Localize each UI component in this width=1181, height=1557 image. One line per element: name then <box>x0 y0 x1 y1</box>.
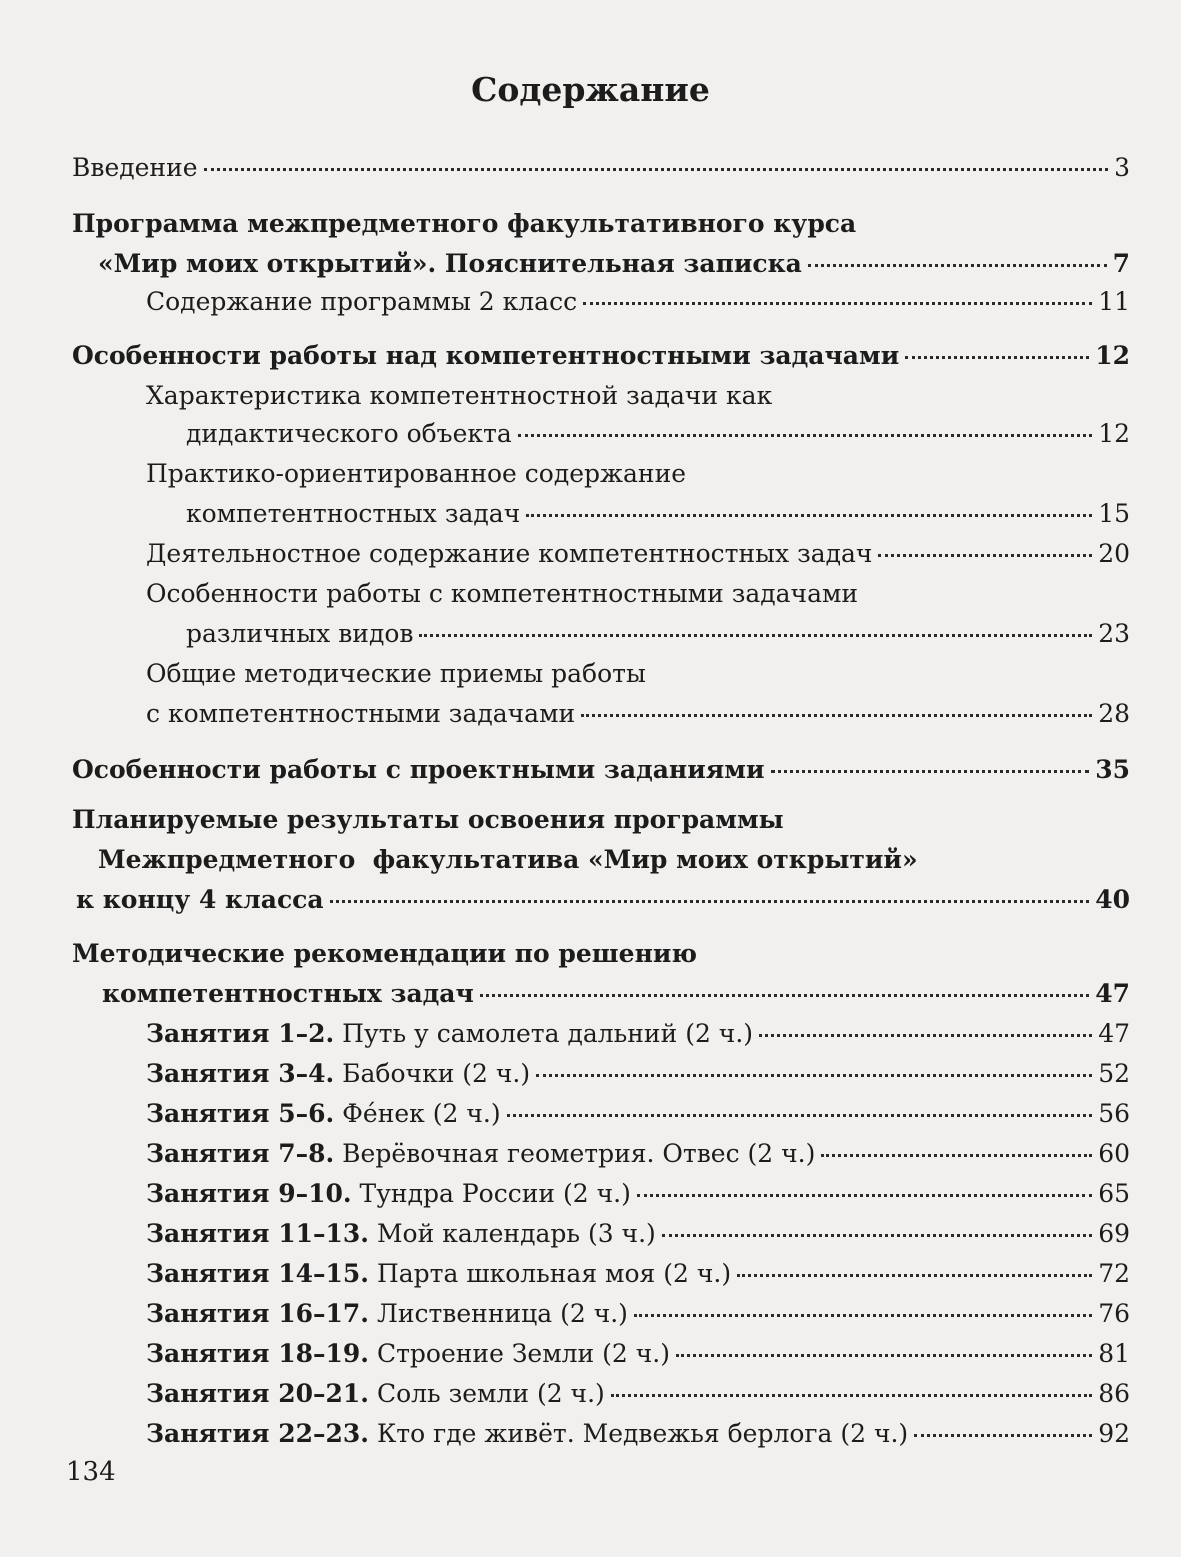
toc-lesson-entry <box>146 1294 1130 1334</box>
lesson-label: Занятия 20–21. <box>146 1379 369 1408</box>
toc-entry <box>186 414 1130 454</box>
toc-entry-page: 11 <box>1098 287 1130 316</box>
toc-entry <box>102 974 1130 1014</box>
toc-entry-text: Характеристика компетентностной задачи как <box>146 381 773 410</box>
toc-entry-page: 60 <box>1098 1139 1130 1168</box>
dot-leader <box>905 356 1089 359</box>
lesson-label: Занятия 22–23. <box>146 1419 369 1448</box>
page-number: 134 <box>66 1457 116 1487</box>
dot-leader <box>480 994 1089 997</box>
toc-entry <box>76 880 1130 920</box>
toc-entry <box>186 494 1130 534</box>
toc-entry-page: 12 <box>1095 341 1130 370</box>
toc-entry <box>98 244 1130 284</box>
toc-entry-page: 65 <box>1098 1179 1130 1208</box>
toc-entry-text: Тундра России (2 ч.) <box>359 1179 631 1208</box>
dot-leader <box>526 514 1092 517</box>
toc-entry-text: различных видов <box>186 619 414 648</box>
toc-entry-text: Методические рекомендации по решению <box>72 939 698 968</box>
toc-entry-text: Планируемые результаты освоения программы <box>72 805 784 834</box>
toc-lesson-entry <box>146 1374 1130 1414</box>
toc-entry-text: с компетентностными задачами <box>146 699 576 728</box>
dot-leader <box>583 302 1092 305</box>
toc-section-heading <box>72 934 1130 974</box>
toc-lesson-entry <box>146 1054 1130 1094</box>
dot-leader <box>611 1394 1092 1397</box>
toc-entry-page: 76 <box>1098 1299 1130 1328</box>
toc-entry-page: 72 <box>1098 1259 1130 1288</box>
toc-entry-text: Деятельностное содержание компетентностных задач <box>146 539 873 568</box>
lesson-label: Занятия 11–13. <box>146 1219 369 1248</box>
toc-lesson-entry <box>146 1334 1130 1374</box>
toc-section-heading <box>72 800 1130 840</box>
lesson-label: Занятия 18–19. <box>146 1339 369 1368</box>
lesson-label: Занятия 16–17. <box>146 1299 369 1328</box>
toc-entry-text: Фéнек (2 ч.) <box>342 1099 501 1128</box>
toc-entry-text: компетентностных задач <box>102 979 474 1008</box>
toc-entry-text: Особенности работы с проектными заданиями <box>72 755 765 784</box>
dot-leader <box>737 1274 1092 1277</box>
dot-leader <box>878 554 1092 557</box>
toc-entry-text: компетентностных задач <box>186 499 521 528</box>
toc-lesson-entry <box>146 1254 1130 1294</box>
toc-entry-text: Кто где живёт. Медвежья берлога (2 ч.) <box>376 1419 909 1448</box>
toc-entry-text: к концу 4 класса <box>76 885 324 914</box>
lesson-label: Занятия 9–10. <box>146 1179 352 1208</box>
toc-entry <box>146 454 1130 494</box>
toc-entry-text: Особенности работы над компетентностными задачами <box>72 341 900 370</box>
toc-entry <box>72 336 1130 376</box>
toc-entry-page: 20 <box>1098 539 1130 568</box>
toc-entry-page: 69 <box>1098 1219 1130 1248</box>
toc-entry-text: Особенности работы с компетентностными задачами <box>146 579 859 608</box>
dot-leader <box>771 770 1090 773</box>
toc-entry-text: Программа межпредметного факультативного курса <box>72 209 857 238</box>
toc-entry-page: 81 <box>1098 1339 1130 1368</box>
toc-entry-text: Лиственница (2 ч.) <box>376 1299 628 1328</box>
toc-entry <box>146 574 1130 614</box>
toc-entry-text: «Мир моих открытий». Пояснительная записка <box>98 249 802 278</box>
toc-entry-page: 28 <box>1098 699 1130 728</box>
toc-entry-page: 92 <box>1098 1419 1130 1448</box>
toc-section-heading <box>98 840 1130 880</box>
toc-lesson-entry <box>146 1134 1130 1174</box>
toc-entry-page: 56 <box>1098 1099 1130 1128</box>
toc-entry-text: Верёвочная геометрия. Отвес (2 ч.) <box>342 1139 816 1168</box>
dot-leader <box>536 1074 1092 1077</box>
dot-leader <box>759 1034 1092 1037</box>
toc-entry-page: 47 <box>1095 979 1130 1008</box>
toc-entry-page: 15 <box>1098 499 1130 528</box>
dot-leader <box>581 714 1092 717</box>
toc-entry-text: Строение Земли (2 ч.) <box>376 1339 670 1368</box>
toc-entry-text: Введение <box>72 153 198 182</box>
toc-entry <box>186 614 1130 654</box>
dot-leader <box>634 1314 1092 1317</box>
toc-entry-page: 86 <box>1098 1379 1130 1408</box>
toc-entry-page: 12 <box>1098 419 1130 448</box>
toc-entry <box>146 376 1130 416</box>
toc-entry <box>146 282 1130 322</box>
toc-entry-text: Общие методические приемы работы <box>146 659 646 688</box>
dot-leader <box>518 434 1092 437</box>
lesson-label: Занятия 5–6. <box>146 1099 335 1128</box>
toc-entry <box>146 534 1130 574</box>
dot-leader <box>204 168 1109 171</box>
toc-entry-page: 52 <box>1098 1059 1130 1088</box>
toc-lesson-entry <box>146 1214 1130 1254</box>
lesson-label: Занятия 1–2. <box>146 1019 335 1048</box>
toc-section-heading <box>72 204 1130 244</box>
toc-entry-text: дидактического объекта <box>186 419 512 448</box>
toc-entry-page: 23 <box>1098 619 1130 648</box>
dot-leader <box>637 1194 1092 1197</box>
toc-entry <box>72 148 1130 188</box>
toc-entry-page: 40 <box>1095 885 1130 914</box>
toc-entry-text: Путь у самолета дальний (2 ч.) <box>342 1019 754 1048</box>
toc-entry-text: Содержание программы 2 класс <box>146 287 578 316</box>
toc-entry-page: 47 <box>1098 1019 1130 1048</box>
dot-leader <box>330 900 1090 903</box>
toc-entry-text: Соль земли (2 ч.) <box>376 1379 605 1408</box>
toc-entry-text: Парта школьная моя (2 ч.) <box>376 1259 732 1288</box>
dot-leader <box>914 1434 1092 1437</box>
toc-lesson-entry <box>146 1414 1130 1454</box>
toc-entry <box>72 750 1130 790</box>
toc-lesson-entry <box>146 1174 1130 1214</box>
dot-leader <box>676 1354 1092 1357</box>
toc-entry-text: Межпредметного факультатива «Мир моих открытий» <box>98 845 918 874</box>
toc-entry-text: Мой календарь (3 ч.) <box>376 1219 656 1248</box>
lesson-label: Занятия 3–4. <box>146 1059 335 1088</box>
toc-entry-text: Практико-ориентированное содержание <box>146 459 687 488</box>
lesson-label: Занятия 7–8. <box>146 1139 335 1168</box>
toc-entry-page: 7 <box>1112 249 1130 278</box>
dot-leader <box>662 1234 1092 1237</box>
toc-lesson-entry <box>146 1094 1130 1134</box>
lesson-label: Занятия 14–15. <box>146 1259 369 1288</box>
toc-lesson-entry <box>146 1014 1130 1054</box>
toc-entry-page: 35 <box>1095 755 1130 784</box>
toc-entry-page: 3 <box>1114 153 1130 182</box>
page-title: Содержание <box>471 70 710 109</box>
toc-entry <box>146 694 1130 734</box>
toc-entry-text: Бабочки (2 ч.) <box>342 1059 531 1088</box>
dot-leader <box>507 1114 1093 1117</box>
toc-entry <box>146 654 1130 694</box>
dot-leader <box>821 1154 1092 1157</box>
dot-leader <box>808 264 1107 267</box>
dot-leader <box>419 634 1092 637</box>
